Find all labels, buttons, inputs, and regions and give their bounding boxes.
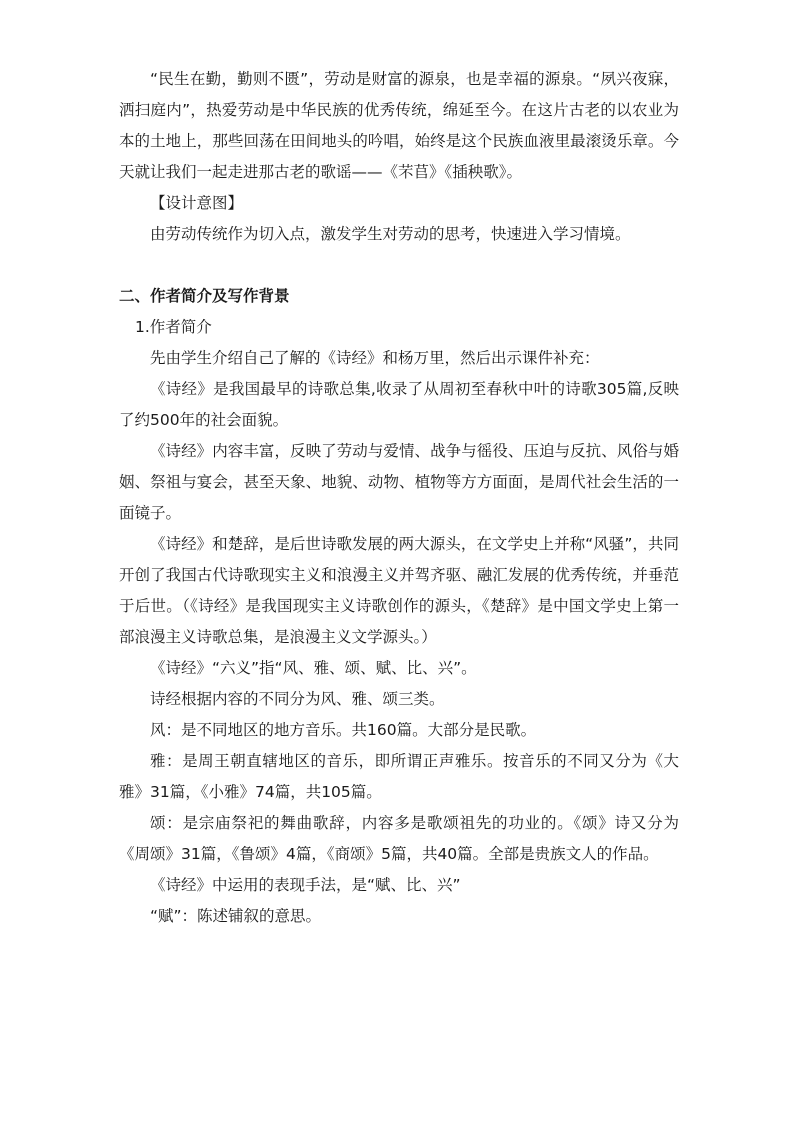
- paragraph-liuyi: 《诗经》“六义”指“风、雅、颂、赋、比、兴”。: [150, 659, 477, 677]
- paragraph-fengsao: 《诗经》和楚辞，是后世诗歌发展的两大源头，在文学史上并称“风骚”，共同开创了我国古代诗歌现实主义和浪漫主义并驾齐驱、融汇发展的优秀传统，并垂范于后世。（《诗经》是我国现实主义诗歌创作的源头，《楚辞》是中国文学史上第一部浪漫主义诗歌总集，是浪漫主义文学源头。）: [119, 535, 679, 646]
- design-intent-text: 由劳动传统作为切入点，激发学生对劳动的思考，快速进入学习情境。: [150, 225, 631, 243]
- paragraph-ya: 雅：是周王朝直辖地区的音乐，即所谓正声雅乐。按音乐的不同又分为《大雅》31篇，《小雅》74篇，共105篇。: [119, 752, 679, 801]
- paragraph-feng: 风：是不同地区的地方音乐。共160篇。大部分是民歌。: [150, 721, 537, 739]
- design-intent-label: 【设计意图】: [150, 194, 244, 212]
- paragraph-techniques: 《诗经》中运用的表现手法，是“赋、比、兴”: [150, 876, 461, 894]
- section-heading-author-background: 二、作者简介及写作背景: [119, 287, 290, 305]
- subheading-author-intro: 1.作者简介: [135, 318, 212, 336]
- intro-paragraph: “民生在勤，勤则不匮”，劳动是财富的源泉，也是幸福的源泉。“夙兴夜寐，洒扫庭内”，热爱劳动是中华民族的优秀传统，绵延至今。在这片古老的以农业为本的土地上，那些回荡在田间地头的吟唱，始终是这个民族血液里最滚烫乐章。今天就让我们一起走进那古老的歌谣——《芣苢》《插秧歌》。: [119, 70, 679, 181]
- paragraph-shijing-content: 《诗经》内容丰富，反映了劳动与爱情、战争与徭役、压迫与反抗、风俗与婚姻、祭祖与宴会，甚至天象、地貌、动物、植物等方方面面，是周代社会生活的一面镜子。: [119, 442, 679, 522]
- paragraph-categories: 诗经根据内容的不同分为风、雅、颂三类。: [150, 690, 445, 708]
- paragraph-supplement: 先由学生介绍自己了解的《诗经》和杨万里，然后出示课件补充：: [150, 349, 600, 367]
- blank-line: [119, 250, 679, 281]
- paragraph-fu: “赋”：陈述铺叙的意思。: [150, 907, 322, 925]
- document-body: [119, 64, 679, 932]
- paragraph-shijing-overview: 《诗经》是我国最早的诗歌总集,收录了从周初至春秋中叶的诗歌305篇,反映了约500年的社会面貌。: [119, 380, 679, 429]
- paragraph-song: 颂：是宗庙祭祀的舞曲歌辞，内容多是歌颂祖先的功业的。《颂》诗又分为《周颂》31篇，《鲁颂》4篇，《商颂》5篇，共40篇。全部是贵族文人的作品。: [119, 814, 679, 863]
